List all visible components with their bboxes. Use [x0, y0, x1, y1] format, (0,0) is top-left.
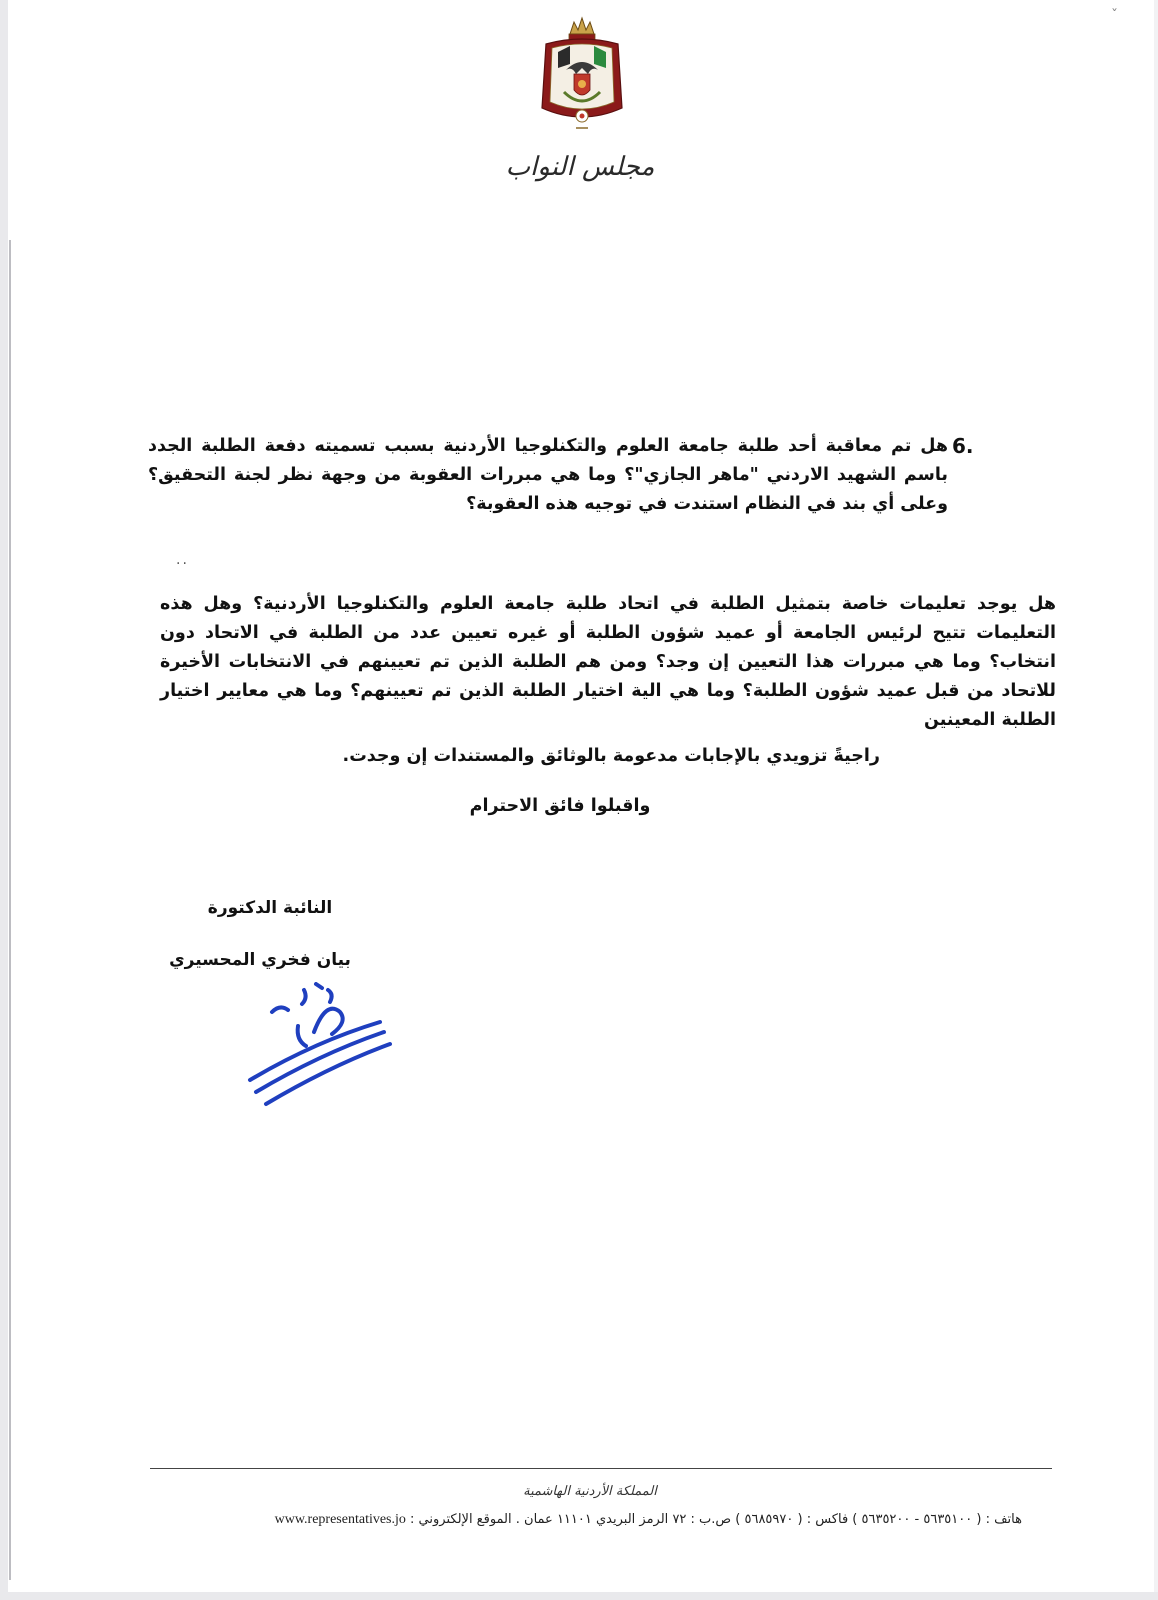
scan-artifact-dots: ..: [176, 552, 189, 568]
footer-contact-details: هاتف : ( ٥٦٣٥١٠٠ - ٥٦٣٥٢٠٠ ) فاكس : ( ٥٦٨٥٩٧٠ ) ص.ب : ٧٢ الرمز البريدي ١١١٠١ عمان . الموقع الإلكتروني :: [410, 1512, 1022, 1527]
footer-contact-line: [180, 1512, 1022, 1528]
scan-left-edge: [0, 0, 8, 1600]
scan-corner-mark: ˇ: [1111, 8, 1118, 24]
signer-name: بيان فخري المحسيري: [169, 950, 351, 970]
scan-left-shadow: [9, 240, 11, 1580]
scan-bottom-edge: [0, 1592, 1158, 1600]
signer-title: النائبة الدكتورة: [207, 898, 333, 918]
scan-right-edge: [1154, 0, 1158, 1600]
question-6-number: 6.: [952, 434, 974, 458]
question-7-text: هل يوجد تعليمات خاصة بتمثيل الطلبة في اتحاد طلبة جامعة العلوم والتكنلوجيا الأردنية؟ وهل هذه التعليمات تتيح لرئيس الجامعة أو عميد شؤون الطلبة أو غيره تعيين عدد من الطلبة في الاتحاد دون انتخاب؟ وما هي مبررات هذا التعيين إن وجد؟ ومن هم الطلبة الذين تم تعيينهم في الانتخابات الأخيرة للاتحاد من قبل عميد شؤون الطلبة؟ وما هي الية اختيار الطلبة الذين تم تعيينهم؟ وما هي معايير اختيار الطلبة المعينين: [160, 594, 1056, 730]
closing-regards: واقبلوا فائق الاحترام: [469, 796, 651, 816]
coat-of-arms-icon: [536, 16, 628, 138]
parliament-name: مجلس النواب: [505, 152, 655, 182]
footer-kingdom-name: المملكة الأردنية الهاشمية: [523, 1484, 657, 1499]
question-6-text: هل تم معاقبة أحد طلبة جامعة العلوم والتكنلوجيا الأردنية بسبب تسميته دفعة الطلبة الجدد باسم الشهيد الاردني "ماهر الجازي"؟ وما هي مبررات العقوبة من وجهة نظر لجنة التحقيق؟ وعلى أي بند في النظام استندت في توجيه هذه العقوبة؟: [148, 436, 948, 514]
closing-request: راجيةً تزويدي بالإجابات مدعومة بالوثائق والمستندات إن وجدت.: [342, 746, 880, 766]
footer-website-link[interactable]: www.representatives.jo: [274, 1512, 406, 1527]
footer-divider: [150, 1468, 1052, 1469]
handwritten-signature: [244, 982, 394, 1122]
